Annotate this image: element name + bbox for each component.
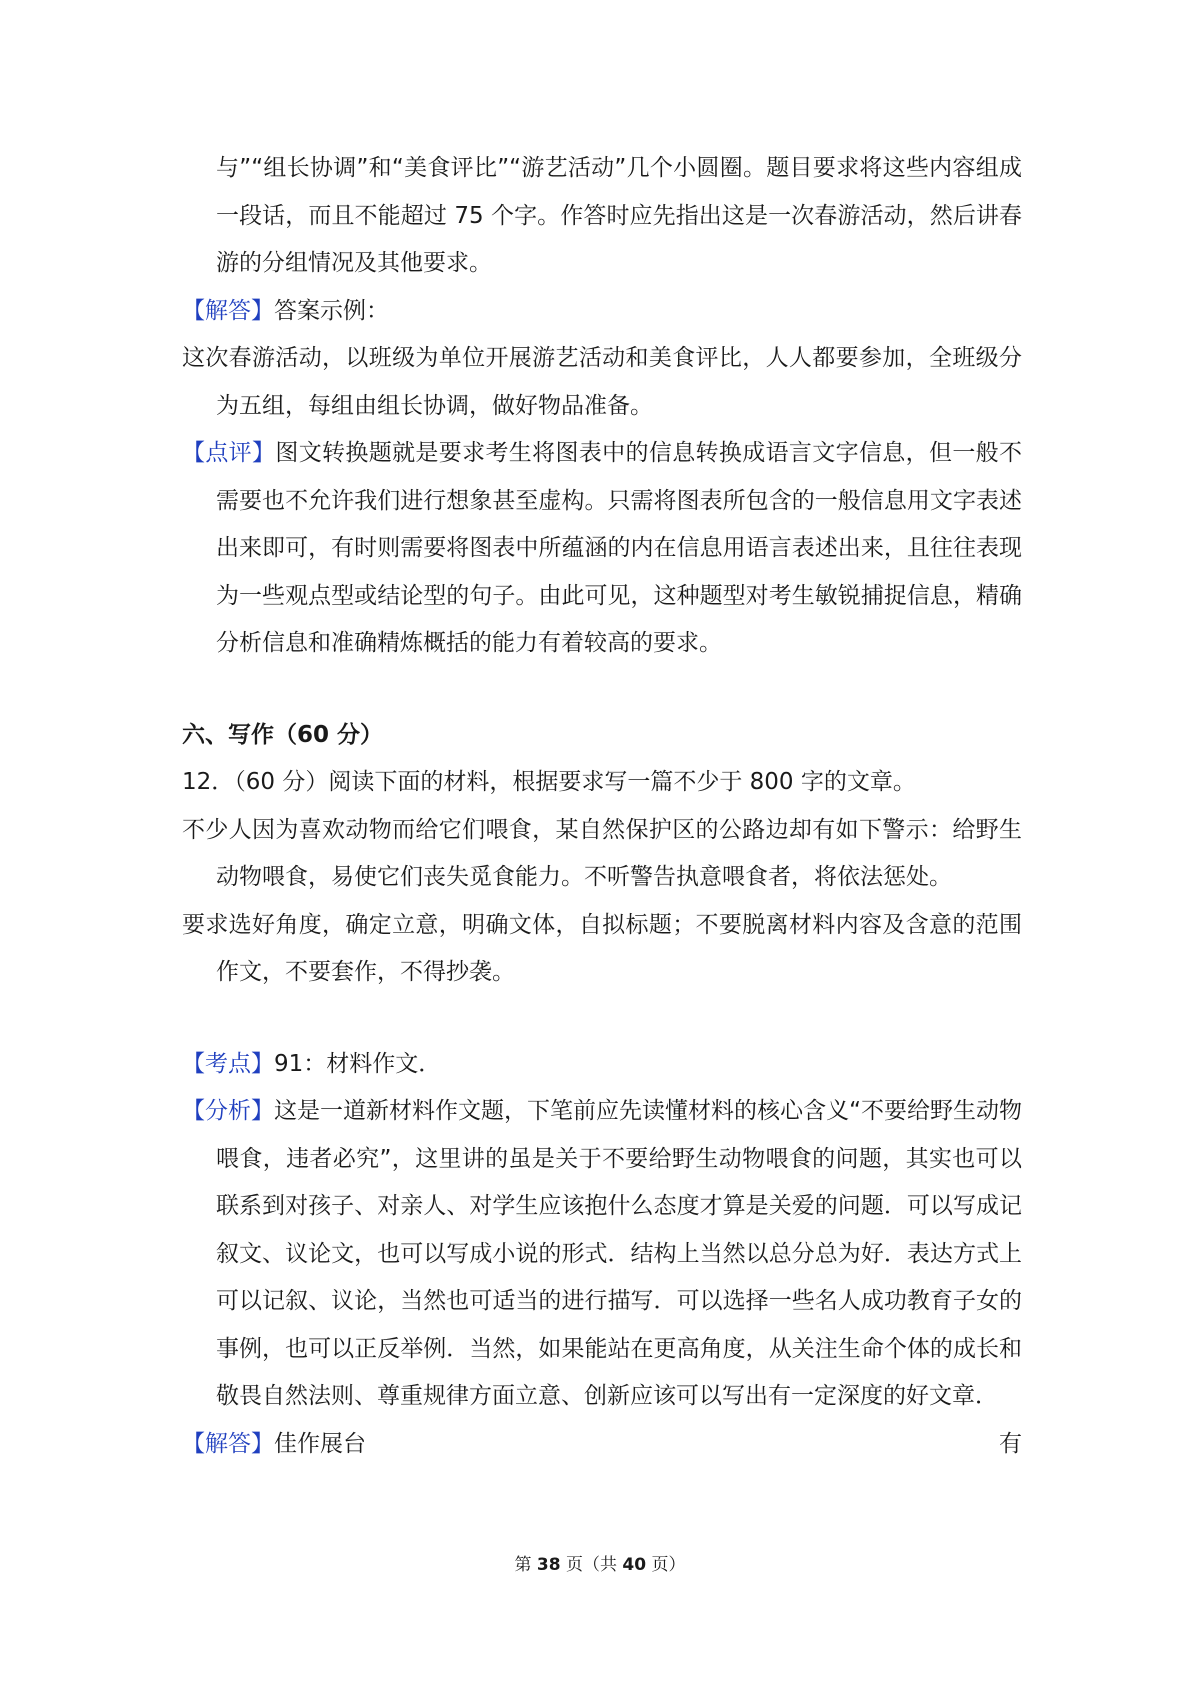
q12-answer-title: 佳作展台	[274, 1430, 366, 1457]
answer-tag: 【解答】	[182, 297, 274, 324]
q11-answer-text: 这次春游活动，以班级为单位开展游艺活动和美食评比，人人都要参加，全班级分为五组，每组由组长协调，做好物品准备。	[182, 345, 1022, 419]
analysis-tag: 【分析】	[182, 1098, 275, 1124]
q12-answer-head	[182, 1421, 366, 1469]
footer-page-number: 38	[536, 1555, 561, 1575]
footer-total-pages: 40	[622, 1555, 647, 1575]
q11-comment	[182, 430, 1022, 668]
q12-material: 不少人因为喜欢动物而给它们喂食，某自然保护区的公路边却有如下警示：给野生动物喂食，易使它们丧失觅食能力。不听警告执意喂食者，将依法惩处。	[182, 816, 1022, 890]
q12-point	[182, 1041, 1022, 1089]
point-text: 91：材料作文．	[274, 1050, 442, 1077]
page-content	[182, 145, 1022, 1468]
q12-answer-tail: 有	[999, 1430, 1022, 1457]
answer-intro: 答案示例：	[274, 297, 389, 324]
footer-middle: 页（共	[560, 1555, 623, 1575]
q12-answer	[182, 1421, 1022, 1469]
q12-answer-tag: 【解答】	[182, 1430, 274, 1457]
footer-prefix: 第	[514, 1555, 537, 1575]
analysis-text: 这是一道新材料作文题，下笔前应先读懂材料的核心含义“不要给野生动物喂食，违者必究”，这里讲的虽是关于不要给野生动物喂食的问题，其实也可以联系到对孩子、对亲人、对学生应该抱什么态度才算是关爱的问题．可以写成记叙文、议论文，也可以写成小说的形式．结构上当然以总分总为好．表达方式上可以记叙、议论，当然也可适当的进行描写．可以选择一些名人成功教育子女的事例，也可以正反举例．当然，如果能站在更高角度，从关注生命个体的成长和敬畏自然法则、尊重规律方面立意、创新应该可以写出有一定深度的好文章．	[216, 1098, 1023, 1409]
section-heading: 六、写作（60 分）	[182, 721, 384, 748]
footer-suffix: 页）	[646, 1555, 686, 1575]
page-footer	[0, 1550, 1200, 1575]
q12-requirement: 要求选好角度，确定立意，明确文体，自拟标题；不要脱离材料内容及含意的范围作文，不要套作，不得抄袭。	[182, 911, 1022, 985]
q12-stem: 12．（60 分）阅读下面的材料，根据要求写一篇不少于 800 字的文章。	[182, 769, 916, 795]
comment-text: 图文转换题就是要求考生将图表中的信息转换成语言文字信息，但一般不需要也不允许我们进行想象甚至虚构。只需将图表所包含的一般信息用文字表述出来即可，有时则需要将图表中所蕴涵的内在信息用语言表述出来，且往往表现为一些观点型或结论型的句子。由此可见，这种题型对考生敏锐捕捉信息，精确分析信息和准确精炼概括的能力有着较高的要求。	[216, 440, 1023, 656]
q12-analysis	[182, 1088, 1022, 1421]
point-tag: 【考点】	[182, 1050, 274, 1077]
comment-tag: 【点评】	[182, 440, 276, 466]
q11-analysis-continued: 与”“组长协调”和“美食评比”“游艺活动”几个小圆圈。题目要求将这些内容组成一段话，而且不能超过 75 个字。作答时应先指出这是一次春游活动，然后讲春游的分组情况及其他要求。	[216, 155, 1022, 276]
q11-answer	[182, 288, 1022, 336]
